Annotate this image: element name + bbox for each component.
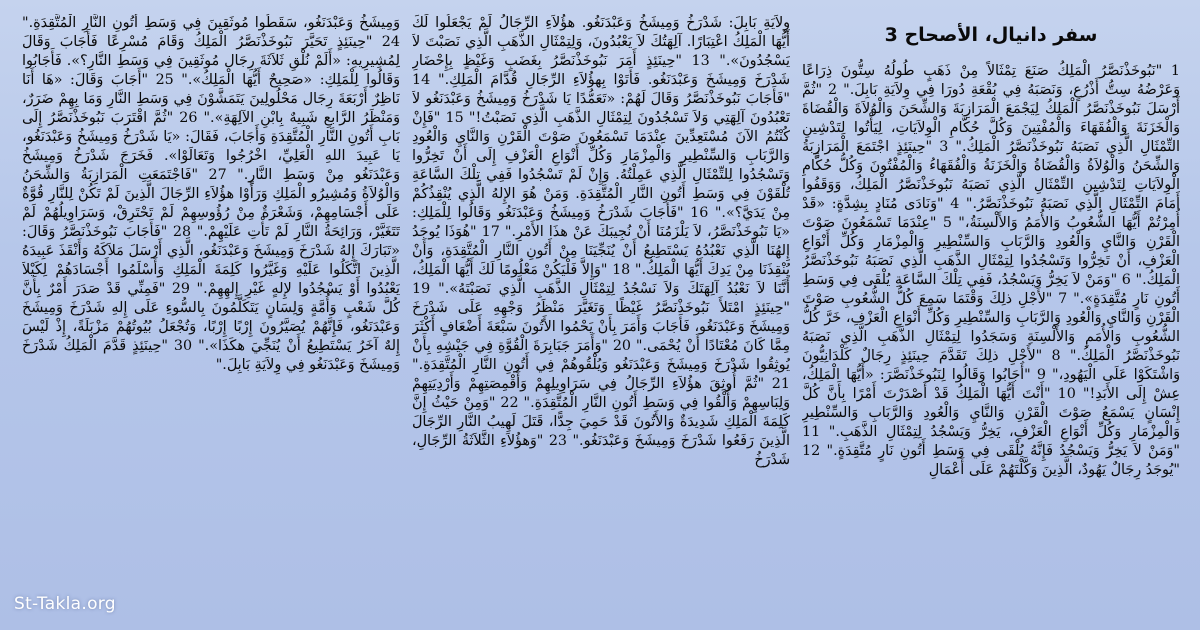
- column-text: 1 "نَبُوخَذْنَصَّرُ الْمَلِكُ صَنَعَ تِمْثَالاً مِنْ ذَهَبٍ طُولُهُ سِتُّونَ ذِرَاعًا وَعَرْضُهُ سِتُّ أَذْرُعٍ، وَنَصَبَهُ فِي بُقْعَةِ دُورَا فِي وِلاَيَةِ بَابِلَ." 2 "ثُمَّ أَرْسَلَ نَبُوخَذْنَصَّرُ الْمَلِكُ لِيَجْمَعَ الْمَرَازِبَةَ وَالشِّحَنَ وَالْوُلاَةَ وَالْقُضَاةَ وَالْخَزَنَةَ وَالْفُقَهَاءَ وَالْمُفْتِينَ وَكُلَّ حُكَّامِ الْوِلاَيَاتِ، لِيَأْتُوا لِتَدْشِينِ التِّمْثَالِ الَّذِي نَصَبَهُ نَبُوخَذْنَصَّرُ الْمَلِكُ." 3 "حِينَئِذٍ اجْتَمَعَ الْمَرَازِبَةُ وَالشِّحَنُ وَالْوُلاَةُ وَالْقُضَاةُ وَالْخَزَنَةُ وَالْفُقَهَاءُ وَالْمُفْتُونَ وَكُلُّ حُكَّامِ الْوِلاَيَاتِ لِتَدْشِينِ التِّمْثَالِ الَّذِي نَصَبَهُ نَبُوخَذْنَصَّرُ الْمَلِكُ، وَوَقَفُوا أَمَامَ التِّمْثَالِ الَّذِي نَصَبَهُ نَبُوخَذْنَصَّرُ." 4 "وَنَادَى مُنَادٍ بِشِدَّةٍ: «قَدْ أُمِرْتُمْ أَيُّهَا الشُّعُوبُ وَالأُمَمُ وَالأَلْسِنَةُ،" 5 "عِنْدَمَا تَسْمَعُونَ صَوْتَ الْقَرْنِ وَالنَّايِ وَالْعُودِ وَالرَّبَابِ وَالسِّنْطِيرِ وَالْمِزْمَارِ وَكُلِّ أَنْوَاعِ الْعَزْفِ، أَنْ تَخِرُّوا وَتَسْجُدُوا لِتِمْثَالِ الذَّهَبِ الَّذِي نَصَبَهُ نَبُوخَذْنَصَّرُ الْمَلِكُ." 6 "وَمَنْ لاَ يَخِرُّ وَيَسْجُدُ، فَفِي تِلْكَ السَّاعَةِ يُلْقَى فِي وَسَطِ أَتُونِ نَارٍ مُتَّقِدَةٍ»." 7 "لأَجْلِ ذلِكَ وَقْتَمَا سَمِعَ كُلُّ الشُّعُوبِ صَوْتَ الْقَرْنِ وَالنَّايِ وَالْعُودِ وَالرَّبَابِ وَالسِّنْطِيرِ وَكُلِّ أَنْوَاعِ الْعَزْفِ، خَرَّ كُلُّ الشُّعُوبِ وَالأُمَمِ وَالأَلْسِنَةِ وَسَجَدُوا لِتِمْثَالِ الذَّهَبِ الَّذِي نَصَبَهُ نَبُوخَذْنَصَّرُ الْمَلِكُ." 8 "لأَجْلِ ذلِكَ تَقَدَّمَ حِينَئِذٍ رِجَالٌ كَلْدَانِيُّونَ وَاشْتَكَوْا عَلَى الْيَهُودِ،" 9 "أَجَابُوا وَقَالُوا لِنَبُوخَذْنَصَّرَ: «أَيُّهَا الْمَلِكُ، عِشْ إِلَى الأَبَدِ!" 10 "أَنْتَ أَيُّهَا الْمَلِكُ قَدْ أَصْدَرْتَ أَمْرًا بِأَنَّ كُلَّ إِنْسَانٍ يَسْمَعُ صَوْتَ الْقَرْنِ وَالنَّايِ وَالْعُودِ وَالرَّبَابِ وَالسِّنْطِيرِ وَالْمِزْمَارِ وَكُلِّ أَنْوَاعِ الْعَزْفِ، يَخِرُّ وَيَسْجُدُ لِتِمْثَالِ الذَّهَبِ." 11 "وَمَنْ لاَ يَخِرُّ وَيَسْجُدُ فَإِنَّهُ يُلْقَى فِي وَسَطِ أَتُونِ نَارٍ مُتَّقِدَةٍ." 12 "يُوجَدُ رِجَالٌ يَهُودٌ، الَّذِينَ وَكَّلْتَهُمْ عَلَى أَعْمَالِ: [802, 63, 1180, 478]
- text-column-right: [802, 14, 1180, 620]
- site-watermark: St-Takla.org: [14, 594, 116, 614]
- text-column-middle: [412, 14, 790, 620]
- text-column-left: [22, 14, 400, 620]
- column-text: وَمِيشَخُ وَعَبْدَنَغُو، سَقَطُوا مُوثَقِينَ فِي وَسَطِ أَتُونِ النَّارِ الْمُتَّقِدَةِ." 24 "حِينَئِذٍ تَحَيَّرَ نَبُوخَذْنَصَّرُ الْمَلِكُ وَقَامَ مُسْرِعًا فَأَجَابَ وَقَالَ لِمُشِيرِيهِ: «أَلَمْ نُلْقِ ثَلاَثَةَ رِجَال مُوثَقِينَ فِي وَسَطِ النَّارِ؟». فَأَجَابُوا وَقَالُوا لِلْمَلِكِ: «صَحِيحٌ أَيُّهَا الْمَلِكُ»." 25 "أَجَابَ وَقَالَ: «هَا أَنَا نَاظِرٌ أَرْبَعَةَ رِجَال مَحْلُولِينَ يَتَمَشَّوْنَ فِي وَسَطِ النَّارِ وَمَا بِهِمْ ضَرَرٌ، وَمَنْظَرُ الرَّابعِ شَبِيهٌ بِابْنِ الآلِهَةِ»." 26 "ثُمَّ اقْتَرَبَ نَبُوخَذْنَصَّرُ إِلَى بَابِ أَتُونِ النَّارِ الْمُتَّقِدَةِ وَأَجَابَ، فَقَالَ: «يَا شَدْرَخُ وَمِيشَخُ وَعَبْدَنَغُو، يَا عَبِيدَ اللهِ الْعَلِيِّ، اخْرُجُوا وَتَعَالَوْا». فَخَرَجَ شَدْرَخُ وَمِيشَخُ وَعَبْدَنَغُو مِنْ وَسَطِ النَّارِ." 27 "فَاجْتَمَعَتِ الْمَرَازِبَةُ وَالشِّحَنُ وَالْوُلاَةُ وَمُشِيرُو الْمَلِكِ وَرَأَوْا هؤُلاَءِ الرِّجَالَ الَّذِينَ لَمْ تَكُنْ لِلنَّارِ قُوَّةٌ عَلَى أَجْسَامِهِمْ، وَشَعْرَةٌ مِنْ رُؤُوسِهِمْ لَمْ تَحْتَرِقْ، وَسَرَاوِيلُهُمْ لَمْ تَتَغَيَّرْ، وَرَائِحَةُ النَّارِ لَمْ تَأْتِ عَلَيْهِمْ." 28 "فَأَجَابَ نَبُوخَذْنَصَّرُ وَقَالَ: «تَبَارَكَ إِلهُ شَدْرَخَ وَمِيشَخَ وَعَبْدَنَغُو، الَّذِي أَرْسَلَ مَلاَكَهُ وَأَنْقَذَ عَبِيدَهُ الَّذِينَ اتَّكَلُوا عَلَيْهِ وَغَيَّرُوا كَلِمَةَ الْمَلِكِ وَأَسْلَمُوا أَجْسَادَهُمْ لِكَيْلاَ يَعْبُدُوا أَوْ يَسْجُدُوا لإِلهٍ غَيْرِ إِلهِهِمْ." 29 "فَمِنِّي قَدْ صَدَرَ أَمْرٌ بِأَنَّ كُلَّ شَعْبٍ وَأُمَّةٍ وَلِسَانٍ يَتَكَلَّمُونَ بِالسُّوءِ عَلَى إِلهِ شَدْرَخَ وَمِيشَخَ وَعَبْدَنَغُو، فَإِنَّهُمْ يُصَيَّرُونَ إِرْبًا إِرْبًا، وَتُجْعَلُ بُيُوتُهُمْ مَزْبَلَةً، إِذْ لَيْسَ إِلهٌ آخَرُ يَسْتَطِيعُ أَنْ يُنَجِّيَ هكَذَا»." 30 "حِينَئِذٍ قَدَّمَ الْمَلِكُ شَدْرَخَ وَمِيشَخَ وَعَبْدَنَغُو فِي وِلاَيَةِ بَابِلَ.": [22, 15, 400, 373]
- page-title: سفر دانيال، الأصحاح 3: [884, 24, 1098, 46]
- column-text: وِلاَيَةِ بَابِلَ: شَدْرَخُ وَمِيشَخُ وَعَبْدَنَغُو. هؤُلاَءِ الرِّجَالُ لَمْ يَجْعَلُوا لَكَ أَيُّهَا الْمَلِكُ اعْتِبَارًا. آلِهَتُكَ لاَ يَعْبُدُونَ، وَلِتِمْثَالِ الذَّهَبِ الَّذِي نَصَبْتَ لاَ يَسْجُدُونَ»." 13 "حِينَئِذٍ أَمَرَ نَبُوخَذْنَصَّرُ بِغَضَبٍ وَغَيْظٍ بِإِحْضَارِ شَدْرَخَ وَمِيشَخَ وَعَبْدَنَغُو. فَأَتَوْا بِهؤُلاَءِ الرِّجَالِ قُدَّامَ الْمَلِكِ." 14 "فَأَجَابَ نَبُوخَذْنَصَّرُ وَقَالَ لَهُمْ: «تَعَمُّدًا يَا شَدْرَخُ وَمِيشَخُ وَعَبْدَنَغُو لاَ تَعْبُدُونَ آلِهَتِي وَلاَ تَسْجُدُونَ لِتِمْثَالِ الذَّهَبِ الَّذِي نَصَبْتُ!" 15 "فَإِنْ كُنْتُمُ الآنَ مُسْتَعِدِّينَ عِنْدَمَا تَسْمَعُونَ صَوْتَ الْقَرْنِ وَالنَّايِ وَالْعُودِ وَالرَّبَابِ وَالسِّنْطِيرِ وَالْمِزْمَارِ وَكُلِّ أَنْوَاعِ الْعَزْفِ إِلَى أَنْ تَخِرُّوا وَتَسْجُدُوا لِلتِّمْثَالِ الَّذِي عَمِلْتُهُ. وَإِنْ لَمْ تَسْجُدُوا فَفِي تِلْكَ السَّاعَةِ تُلْقَوْنَ فِي وَسَطِ أَتُونِ النَّارِ الْمُتَّقِدَةِ. وَمَنْ هُوَ الإِلهُ الَّذِي يُنْقِذُكُمْ مِنْ يَدَيَّ؟»." 16 "فَأَجَابَ شَدْرَخُ وَمِيشَخُ وَعَبْدَنَغُو وَقَالُوا لِلْمَلِكِ: «يَا نَبُوخَذْنَصَّرُ، لاَ يَلْزَمُنَا أَنْ نُجِيبَكَ عَنْ هذَا الأَمْرِ." 17 "هُوَذَا يُوجَدُ إِلهُنَا الَّذِي نَعْبُدُهُ يَسْتَطِيعُ أَنْ يُنَجِّيَنَا مِنْ أَتُونِ النَّارِ الْمُتَّقِدَةِ، وَأَنْ يُنْقِذَنَا مِنْ يَدِكَ أَيُّهَا الْمَلِكُ." 18 "وَإِلاَّ فَلْيَكُنْ مَعْلُومًا لَكَ أَيُّهَا الْمَلِكُ، أَنَّنَا لاَ نَعْبُدُ آلِهَتَكَ وَلاَ نَسْجُدُ لِتِمْثَالِ الذَّهَبِ الَّذِي نَصَبْتَهُ»." 19 "حِينَئِذٍ امْتَلأَ نَبُوخَذْنَصَّرُ غَيْظًا وَتَغَيَّرَ مَنْظَرُ وَجْهِهِ عَلَى شَدْرَخَ وَمِيشَخَ وَعَبْدَنَغُو، فَأَجَابَ وَأَمَرَ بِأَنْ يَحْمُوا الأَتُونَ سَبْعَةَ أَضْعَافٍ أَكْثَرَ مِمَّا كَانَ مُعْتَادًا أَنْ يُحْمَى." 20 "وَأَمَرَ جَبَابِرَةَ الْقُوَّةِ فِي جَيْشِهِ بِأَنْ يُوثِقُوا شَدْرَخَ وَمِيشَخَ وَعَبْدَنَغُو وَيُلْقُوهُمْ فِي أَتُونِ النَّارِ الْمُتَّقِدَةِ." 21 "ثُمَّ أُوثِقَ هؤُلاَءِ الرِّجَالُ فِي سَرَاوِيلِهِمْ وَأَقْمِصَتِهِمْ وَأَرْدِيَتِهِمْ وَلِبَاسِهِمْ وَأُلْقُوا فِي وَسَطِ أَتُونِ النَّارِ الْمُتَّقِدَةِ." 22 "وَمِنْ حَيْثُ إِنَّ كَلِمَةَ الْمَلِكِ شَدِيدَةٌ وَالأَتُونَ قَدْ حَمِيَ جِدًّا، قَتَلَ لَهِيبُ النَّارِ الرِّجَالَ الَّذِينَ رَفَعُوا شَدْرَخَ وَمِيشَخَ وَعَبْدَنَغُو." 23 "وَهؤُلاَءِ الثَّلاَثَةُ الرِّجَالِ، شَدْرَخُ: [412, 15, 790, 468]
